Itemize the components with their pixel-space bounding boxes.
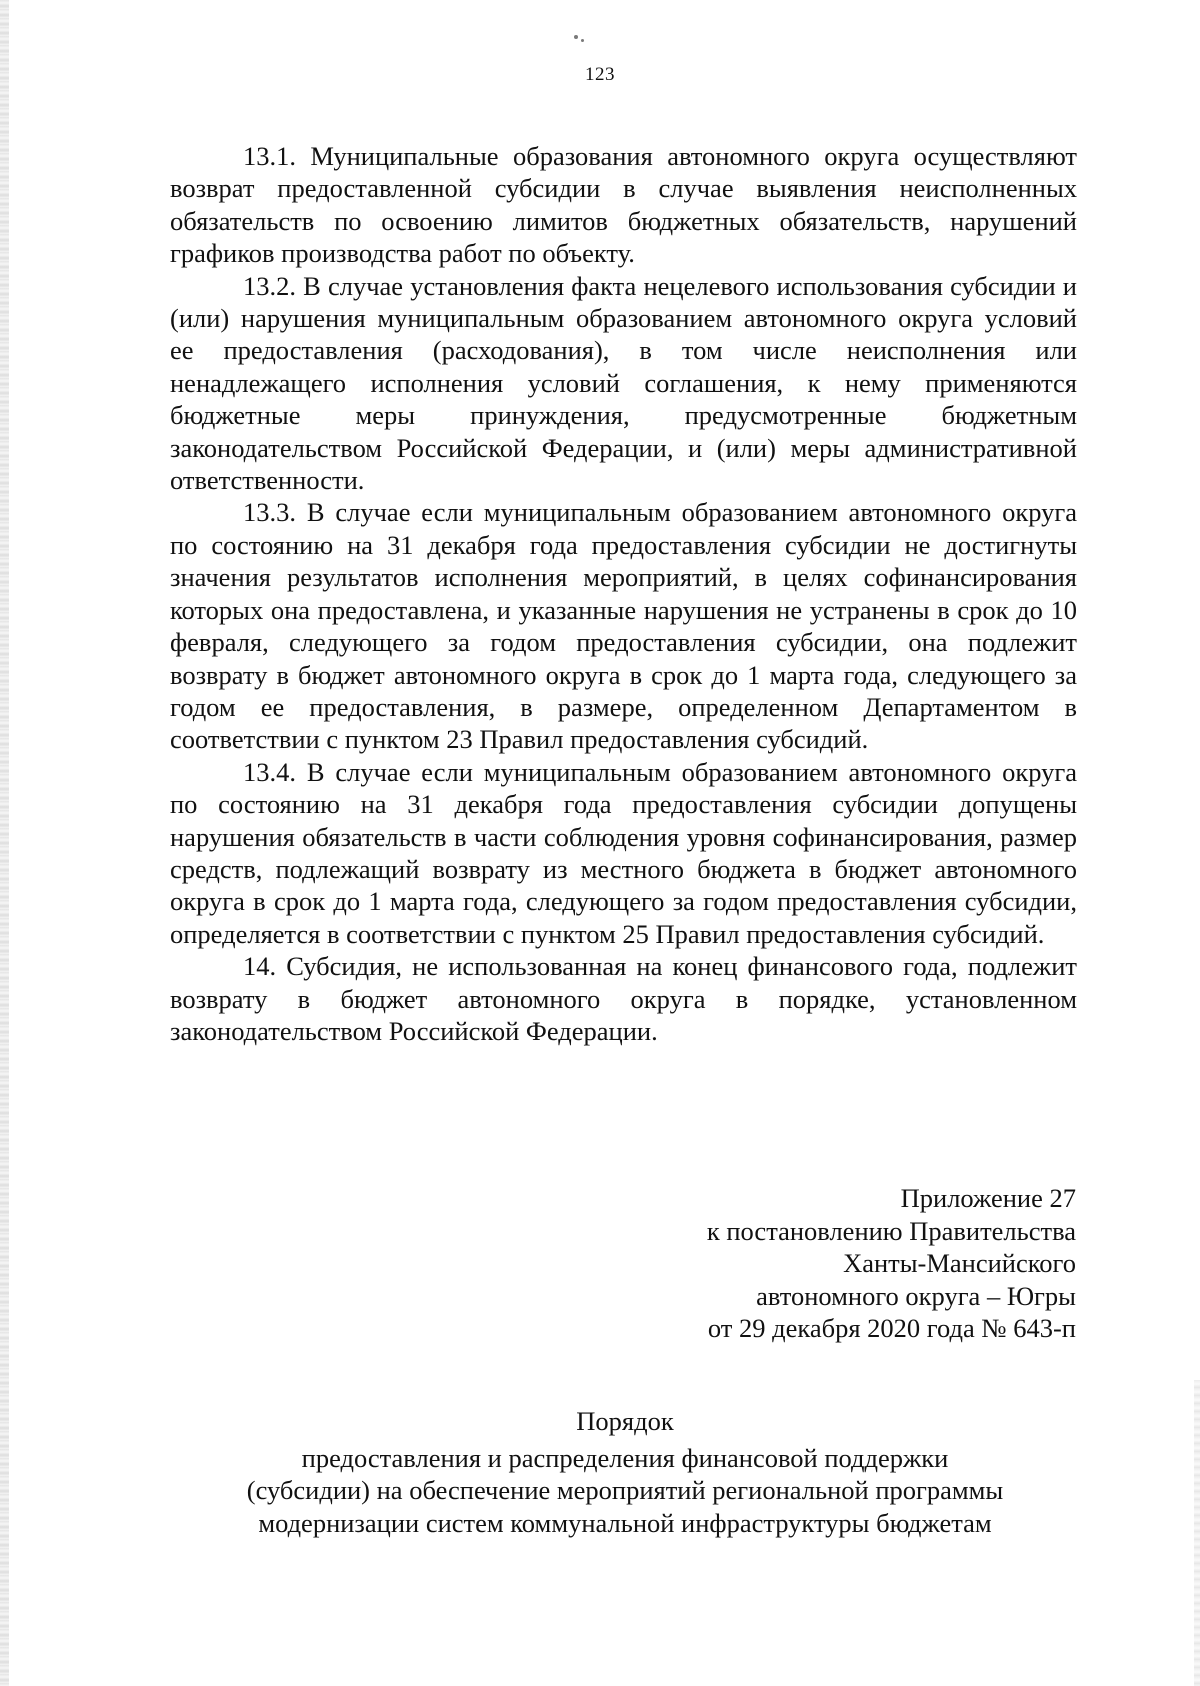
appendix-okrug: автономного округа – Югры [756, 1280, 1076, 1311]
order-title: Порядок [576, 1406, 674, 1436]
paragraph-13-2: 13.2. В случае установления факта нецелевого использования субсидии и (или) нарушения муниципальным образованием автономного округа условий ее предоставления (расходования), в том числе неисполнения или ненадлежащего исполнения условий соглашения, к нему применяются бюджетные меры принуждения, предусмотренные бюджетным законодательством Российской Федерации, и (или) меры административной ответственности. [170, 270, 1077, 496]
paragraph-13-1: 13.1. Муниципальные образования автономного округа осуществляют возврат предоставленной субсидии в случае выявления неисполненных обязательств по освоению лимитов бюджетных обязательств, нарушений графиков производства работ по объекту. [170, 141, 1077, 269]
order-subtitle-line-1: предоставления и распределения финансовой поддержки [301, 1442, 949, 1473]
scan-speck [581, 39, 584, 42]
appendix-date: от 29 декабря 2020 года № 643-п [707, 1313, 1076, 1344]
appendix-number: Приложение 27 [900, 1183, 1076, 1213]
paragraph-13-4: 13.4. В случае если муниципальным образованием автономного округа по состоянию на 31 декабря года предоставления субсидии допущены нарушения обязательств в части соблюдения уровня софинансирования, размер средств, подлежащий возврату из местного бюджета в бюджет автономного округа в срок до 1 марта года, следующего за годом предоставления субсидии, определяется в соответствии с пунктом 25 Правил предоставления субсидий. [170, 756, 1077, 949]
appendix-header [707, 1182, 1076, 1345]
appendix-region: Ханты-Мансийского [843, 1248, 1076, 1279]
appendix-reference: к постановлению Правительства [706, 1215, 1076, 1246]
order-subtitle-line-3: модернизации систем коммунальной инфраструктуры бюджетам [258, 1507, 992, 1538]
order-subtitle-line-2: (субсидии) на обеспечение мероприятий региональной программы [246, 1475, 1004, 1505]
order-heading [0, 1405, 1200, 1539]
page-number: 123 [585, 64, 615, 85]
document-body [170, 140, 1077, 1047]
paragraph-13-3: 13.3. В случае если муниципальным образованием автономного округа по состоянию на 31 декабря года предоставления субсидии не достигнуты значения результатов исполнения мероприятий, в целях софинансирования которых она предоставлена, и указанные нарушения не устранены в срок до 10 февраля, следующего за годом предоставления субсидии, она подлежит возврату в бюджет автономного округа в срок до 1 марта года, следующего за годом ее предоставления, в размере, определенном Департаментом в соответствии с пунктом 23 Правил предоставления субсидий. [170, 497, 1077, 755]
scan-speck [574, 35, 578, 39]
paragraph-14: 14. Субсидия, не использованная на конец финансового года, подлежит возврату в бюджет автономного округа в порядке, установленном законодательством Российской Федерации. [170, 951, 1077, 1046]
